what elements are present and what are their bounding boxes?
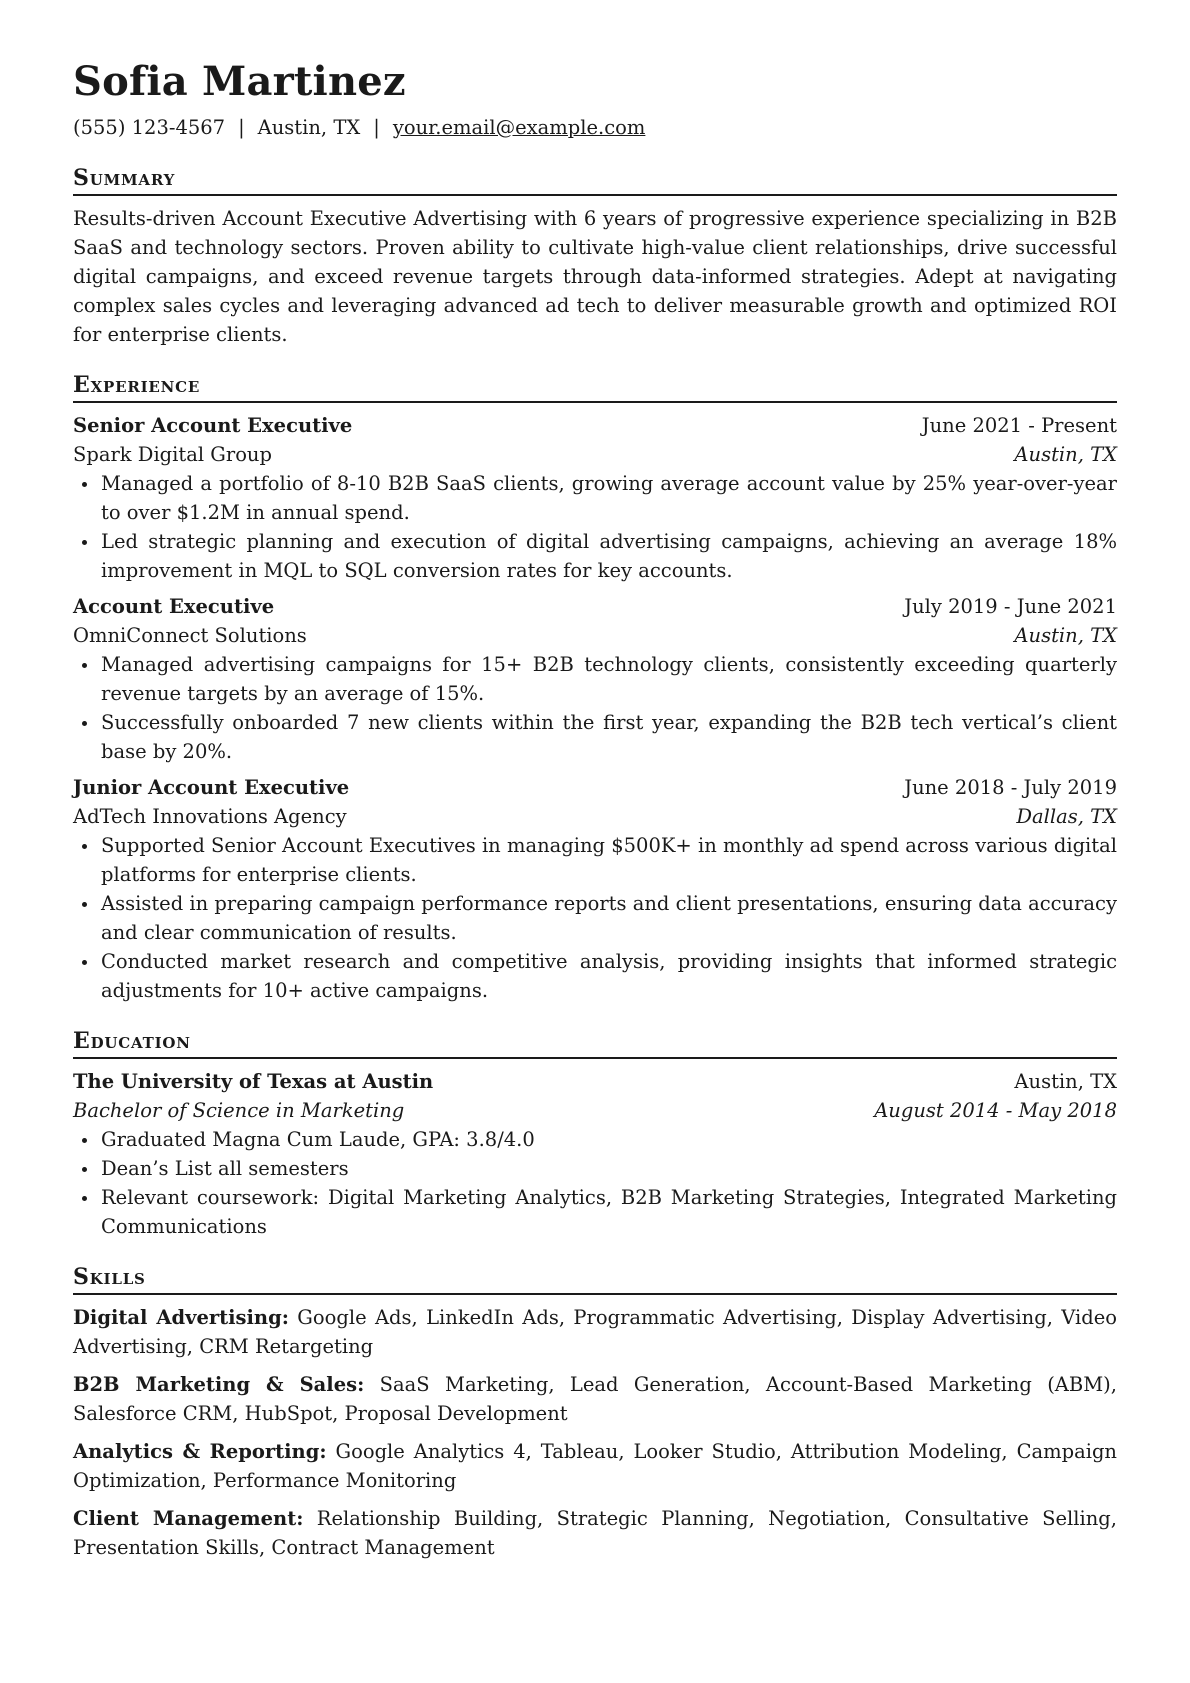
skill-group-label: B2B Marketing & Sales: — [73, 1373, 365, 1396]
company-name: Spark Digital Group — [73, 443, 272, 466]
email-link[interactable]: your.email@example.com — [392, 116, 646, 139]
job-entry — [73, 411, 1117, 585]
job-bullets — [73, 650, 1117, 766]
phone-number: (555) 123-4567 — [73, 116, 226, 139]
bullet-item: Led strategic planning and execution of digital advertising campaigns, achieving an average 18% improvement in MQL to SQL conversion rates for key accounts. — [73, 527, 1117, 585]
summary-text: Results-driven Account Executive Advertising with 6 years of progressive experience specializing in B2B SaaS and technology sectors. Proven ability to cultivate high-value client relationships, drive successful digital campaigns, and exceed revenue targets through data-informed strategies. Adept at navigating complex sales cycles and leveraging advanced ad tech to deliver measurable growth and optimized ROI for enterprise clients. — [73, 207, 1117, 346]
skill-group-label: Analytics & Reporting: — [73, 1440, 327, 1463]
job-bullets — [73, 469, 1117, 585]
bullet-item: Assisted in preparing campaign performance reports and client presentations, ensuring data accuracy and clear communication of results. — [73, 889, 1117, 947]
skill-group — [73, 1437, 1117, 1495]
skill-group-label: Digital Advertising: — [73, 1306, 289, 1329]
skill-group-label: Client Management: — [73, 1507, 304, 1530]
job-entry — [73, 592, 1117, 766]
company-name: AdTech Innovations Agency — [73, 805, 347, 828]
degree-name: Bachelor of Science in Marketing — [73, 1099, 405, 1122]
school-location: Austin, TX — [1014, 1070, 1117, 1093]
school-name: The University of Texas at Austin — [73, 1070, 434, 1093]
section-title-summary: Summary — [73, 164, 1117, 196]
job-title: Account Executive — [73, 595, 275, 618]
contact-separator: | — [238, 116, 245, 139]
bullet-item: Dean’s List all semesters — [73, 1154, 1117, 1183]
bullet-item: Relevant coursework: Digital Marketing Analytics, B2B Marketing Strategies, Integrated Marketing Communications — [73, 1183, 1117, 1241]
skill-group-items: Relationship Building, Strategic Planning, Negotiation, Consultative Selling, Presentation Skills, Contract Management — [73, 1507, 1117, 1559]
location: Austin, TX — [257, 116, 361, 139]
job-dates: July 2019 - June 2021 — [904, 595, 1117, 618]
job-location: Austin, TX — [1014, 624, 1117, 647]
education-bullets — [73, 1125, 1117, 1241]
section-title-experience: Experience — [73, 371, 1117, 403]
bullet-item: Supported Senior Account Executives in managing $500K+ in monthly ad spend across various digital platforms for enterprise clients. — [73, 831, 1117, 889]
job-dates: June 2018 - July 2019 — [904, 776, 1117, 799]
job-bullets — [73, 831, 1117, 1005]
bullet-item: Graduated Magna Cum Laude, GPA: 3.8/4.0 — [73, 1125, 1117, 1154]
skill-group-items: SaaS Marketing, Lead Generation, Account-Based Marketing (ABM), Salesforce CRM, HubSpot, Proposal Development — [73, 1373, 1117, 1425]
skill-group — [73, 1370, 1117, 1428]
skill-group-items: Google Ads, LinkedIn Ads, Programmatic Advertising, Display Advertising, Video Advertising, CRM Retargeting — [73, 1306, 1117, 1358]
job-dates: June 2021 - Present — [921, 414, 1117, 437]
job-location: Dallas, TX — [1016, 805, 1117, 828]
job-title: Senior Account Executive — [73, 414, 353, 437]
company-name: OmniConnect Solutions — [73, 624, 307, 647]
job-title: Junior Account Executive — [73, 776, 350, 799]
education-entry — [73, 1067, 1117, 1241]
skill-group-items: Google Analytics 4, Tableau, Looker Studio, Attribution Modeling, Campaign Optimization, Performance Monitoring — [73, 1440, 1117, 1492]
experience-list — [73, 411, 1117, 1005]
section-title-skills: Skills — [73, 1263, 1117, 1295]
skill-group — [73, 1303, 1117, 1361]
bullet-item: Managed advertising campaigns for 15+ B2B technology clients, consistently exceeding quarterly revenue targets by an average of 15%. — [73, 650, 1117, 708]
skill-group — [73, 1504, 1117, 1562]
candidate-name: Sofia Martinez — [73, 58, 406, 105]
job-entry — [73, 773, 1117, 1005]
bullet-item: Successfully onboarded 7 new clients within the first year, expanding the B2B tech vertical’s client base by 20%. — [73, 708, 1117, 766]
contact-line — [73, 113, 1117, 142]
education-dates: August 2014 - May 2018 — [874, 1099, 1117, 1122]
bullet-item: Conducted market research and competitive analysis, providing insights that informed strategic adjustments for 10+ active campaigns. — [73, 947, 1117, 1005]
bullet-item: Managed a portfolio of 8-10 B2B SaaS clients, growing average account value by 25% year-over-year to over $1.2M in annual spend. — [73, 469, 1117, 527]
skills-list — [73, 1303, 1117, 1562]
contact-separator: | — [373, 116, 380, 139]
job-location: Austin, TX — [1014, 443, 1117, 466]
section-title-education: Education — [73, 1027, 1117, 1059]
